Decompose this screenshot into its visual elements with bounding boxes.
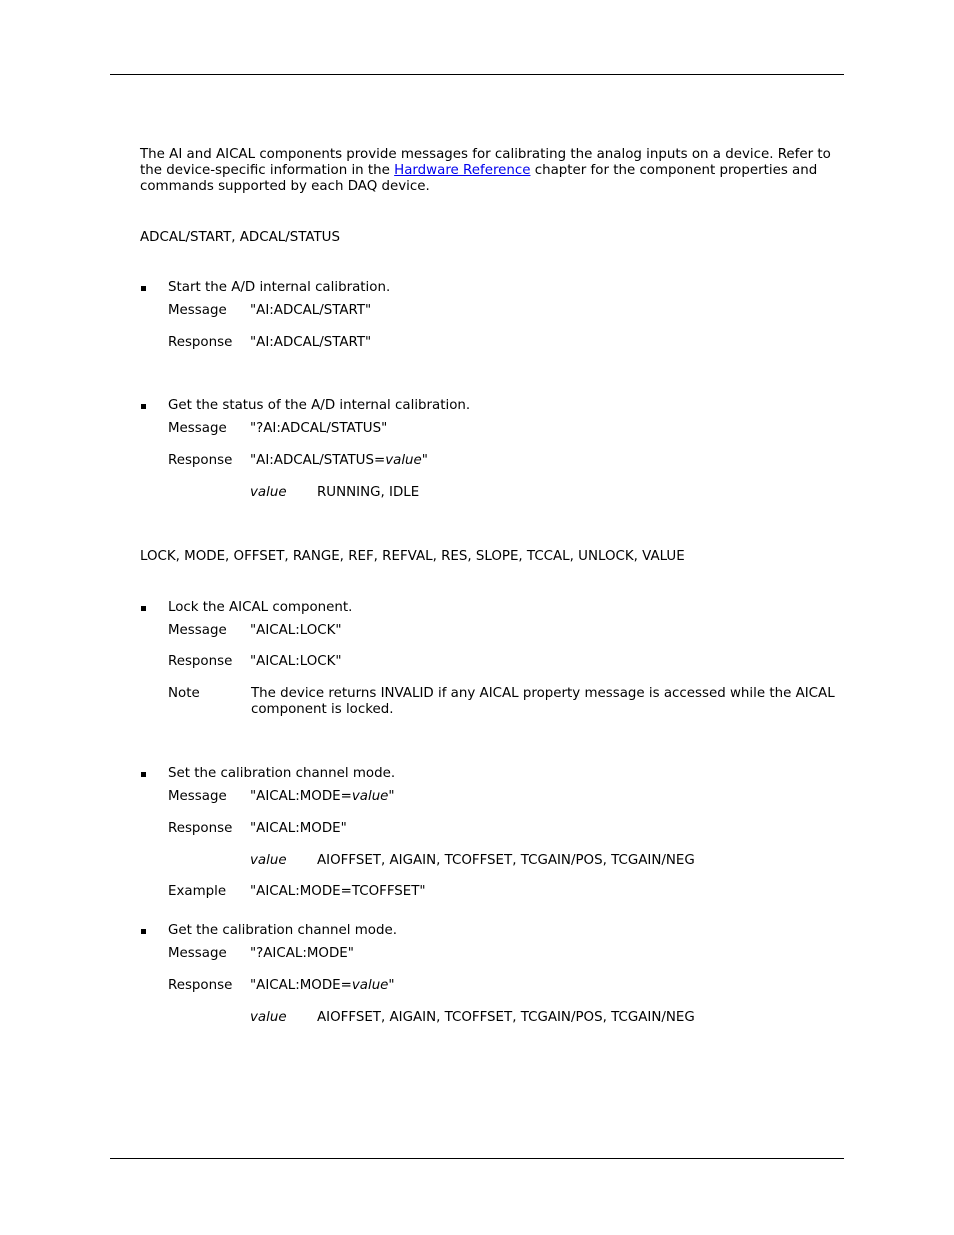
response-label: Response [168, 654, 233, 669]
bullet [141, 404, 146, 409]
message-label: Message [168, 421, 227, 436]
response-label: Response [168, 335, 233, 350]
intro-text-2: chapter for the component properties and commands supported by each DAQ device. [140, 163, 818, 194]
bullet [141, 286, 146, 291]
aical-item2-response: "AICAL:MODE" [250, 821, 347, 836]
ai-properties-list: ADCAL/START, ADCAL/STATUS [140, 230, 340, 245]
note-label: Note [168, 686, 200, 701]
aical-item2-example: "AICAL:MODE=TCOFFSET" [250, 884, 426, 899]
aical-item2-desc: Set the calibration channel mode. [168, 766, 396, 781]
ai-item2-message: "?AI:ADCAL/STATUS" [250, 421, 388, 436]
message-label: Message [168, 623, 227, 638]
intro-paragraph [140, 147, 845, 195]
footer-rule [110, 1158, 844, 1159]
bullet [141, 772, 146, 777]
message-label: Message [168, 946, 227, 961]
intro-text-1: The AI and AICAL components provide messages for calibrating the analog inputs on a device. Refer to the device-specific information in the [140, 147, 831, 178]
value-label: value [250, 853, 287, 868]
example-label: Example [168, 884, 227, 899]
value-label: value [250, 1010, 287, 1025]
header-rule [110, 74, 844, 75]
aical-item1-message: "AICAL:LOCK" [250, 623, 342, 638]
message-label: Message [168, 303, 227, 318]
ai-item1-response: "AI:ADCAL/START" [250, 335, 372, 350]
aical-properties-list: LOCK, MODE, OFFSET, RANGE, REF, REFVAL, RES, SLOPE, TCCAL, UNLOCK, VALUE [140, 549, 685, 564]
aical-item3-message: "?AICAL:MODE" [250, 946, 354, 961]
ai-item2-response: "AI:ADCAL/STATUS=value" [250, 453, 428, 468]
ai-item1-desc: Start the A/D internal calibration. [168, 280, 391, 295]
aical-item2-values: AIOFFSET, AIGAIN, TCOFFSET, TCGAIN/POS, TCGAIN/NEG [317, 853, 695, 868]
response-label: Response [168, 978, 233, 993]
message-label: Message [168, 789, 227, 804]
response-label: Response [168, 821, 233, 836]
bullet [141, 606, 146, 611]
hardware-reference-link[interactable]: Hardware Reference [394, 163, 531, 178]
ai-item1-message: "AI:ADCAL/START" [250, 303, 372, 318]
value-label: value [250, 485, 287, 500]
aical-item3-values: AIOFFSET, AIGAIN, TCOFFSET, TCGAIN/POS, TCGAIN/NEG [317, 1010, 695, 1025]
bullet [141, 929, 146, 934]
aical-item3-desc: Get the calibration channel mode. [168, 923, 397, 938]
aical-item1-response: "AICAL:LOCK" [250, 654, 342, 669]
ai-item2-desc: Get the status of the A/D internal calibration. [168, 398, 471, 413]
aical-item1-desc: Lock the AICAL component. [168, 600, 353, 615]
ai-item2-values: RUNNING, IDLE [317, 485, 420, 500]
aical-item3-response: "AICAL:MODE=value" [250, 978, 395, 993]
aical-item1-note: The device returns INVALID if any AICAL property message is accessed while the AICAL component is locked. [251, 686, 835, 717]
aical-item2-message: "AICAL:MODE=value" [250, 789, 395, 804]
response-label: Response [168, 453, 233, 468]
